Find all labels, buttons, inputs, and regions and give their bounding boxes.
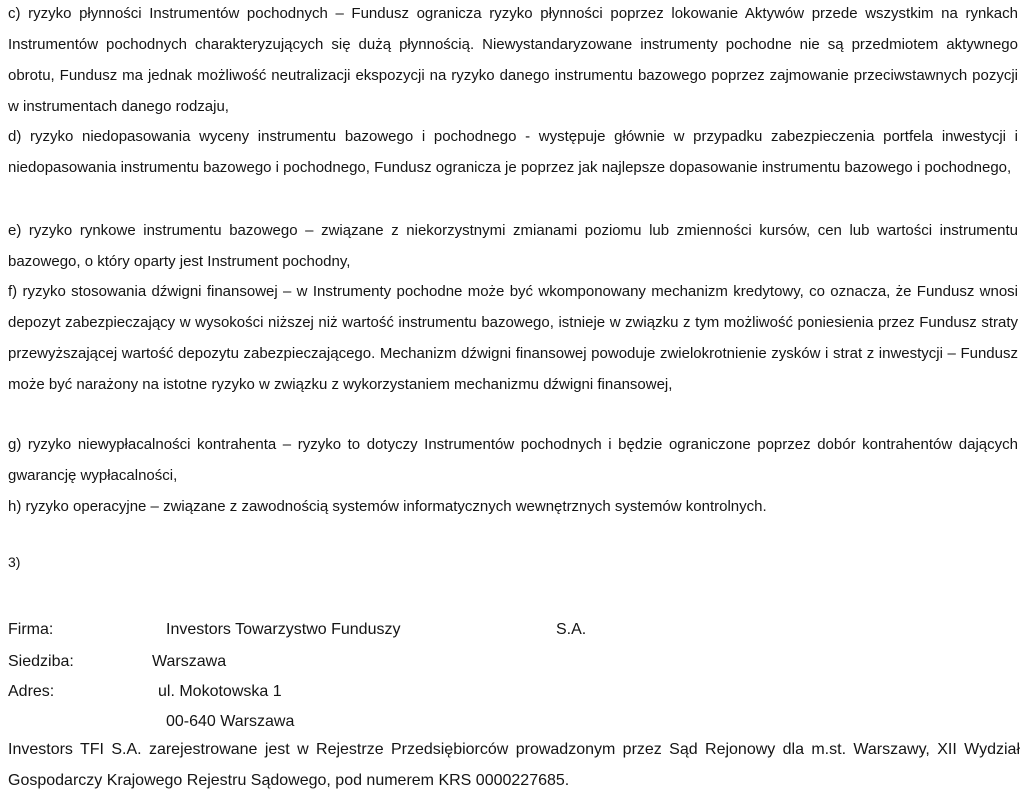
risk-item-d: d) ryzyko niedopasowania wyceny instrumentu bazowego i pochodnego - występuje głównie w przypadku zabezpieczenia portfela inwestycji i niedopasowania instrumentu bazowego i pochodnego, Fundusz ogranicza je poprzez jak najlepsze dopasowanie instrumentu bazowego i pochodnego, — [8, 128, 1018, 176]
risk-item-g: g) ryzyko niewypłacalności kontrahenta – ryzyko to dotyczy Instrumentów pochodnych i będzie ograniczone poprzez dobór kontrahentów dających gwarancję wypłacalności, — [8, 436, 1018, 484]
address-line2: 00-640 Warszawa — [166, 713, 295, 730]
firm-value: Investors Towarzystwo Funduszy — [166, 621, 401, 638]
address-label: Adres: — [8, 683, 55, 700]
risk-item-h: h) ryzyko operacyjne – związane z zawodnością systemów informatycznych wewnętrznych systemów kontrolnych. — [8, 498, 767, 515]
seat-value: Warszawa — [152, 653, 227, 670]
firm-value-suffix: S.A. — [556, 621, 587, 638]
risk-item-c: c) ryzyko płynności Instrumentów pochodnych – Fundusz ogranicza ryzyko płynności poprzez lokowanie Aktywów przede wszystkim na rynkach Instrumentów pochodnych charakteryzujących się dużą płynnością. Niewystandaryzowane instrumenty pochodne nie są przedmiotem aktywnego obrotu, Fundusz ma jednak możliwość neutralizacji ekspozycji na ryzyko danego instrumentu bazowego poprzez zajmowanie przeciwstawnych pozycji w instrumentach danego rodzaju, — [8, 5, 1018, 115]
risk-item-e: e) ryzyko rynkowe instrumentu bazowego – związane z niekorzystnymi zmianami poziomu lub zmienności kursów, cen lub wartości instrumentu bazowego, o który oparty jest Instrument pochodny, — [8, 222, 1018, 270]
registration-footer: Investors TFI S.A. zarejestrowane jest w Rejestrze Przedsiębiorców prowadzonym przez Sąd Rejonowy dla m.st. Warszawy, XII Wydział Gospodarczy Krajowego Rejestru Sądowego, pod numerem KRS 0000227685. — [8, 741, 1020, 789]
address-line1: ul. Mokotowska 1 — [158, 683, 282, 700]
risk-item-f: f) ryzyko stosowania dźwigni finansowej – w Instrumenty pochodne może być wkomponowany mechanizm kredytowy, co oznacza, że Fundusz wnosi depozyt zabezpieczający w wysokości niższej niż wartość instrumentu bazowego, istnieje w związku z tym możliwość poniesienia przez Fundusz straty przewyższającej wartość depozytu zabezpieczającego. Mechanizm dźwigni finansowej powoduje zwielokrotnienie zysków i strat z inwestycji – Fundusz może być narażony na istotne ryzyko w związku z wykorzystaniem mechanizmu dźwigni finansowej, — [8, 283, 1018, 393]
seat-label: Siedziba: — [8, 653, 74, 670]
firm-label: Firma: — [8, 621, 54, 638]
section-number: 3) — [8, 554, 21, 570]
